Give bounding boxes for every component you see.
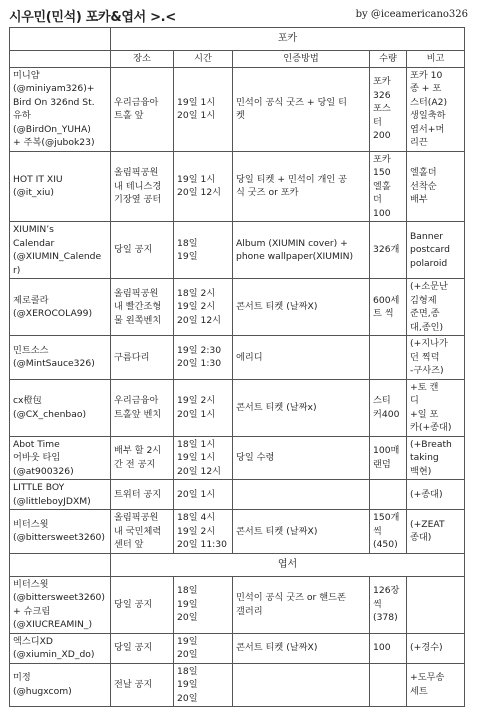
section-label-postcard: 엽서 [111,553,465,576]
column-header: 비고 [407,51,465,68]
table-cell-place: 배부 할 2시 간 전 공지 [111,436,174,480]
table-cell-time: 19일 20일 [174,633,233,663]
table-row [10,480,465,510]
table-cell-method [233,663,370,707]
table-cell-qty: 포카 150 엘홀 더 100 [370,151,407,222]
table-cell-place: 구름다리 [111,336,174,380]
table-cell-time: 19일 2시 20일 1시 [174,379,233,436]
blank-cell [10,28,111,51]
table-cell-method: 콘서트 티켓 (날짜X) [233,510,370,554]
table-cell-qty [370,480,407,510]
table-cell-name: Abot Time 어바웃 타임 (@at900326) [10,436,111,480]
table-cell-note: (+지나가 던 찍덕 -구사즈) [407,336,465,380]
table-cell-name: LITTLE BOY (@littleboyJDXM) [10,480,111,510]
section-row-postcard [10,553,465,576]
table-cell-place: 당일 공지 [111,576,174,633]
table-cell-qty: 스티 커400 [370,379,407,436]
table-cell-time: 18일 1시 19일 1시 20일 12시 [174,436,233,480]
table-cell-place: 올림픽공원 내 빨간조형 물 왼쪽벤치 [111,279,174,336]
table-cell-method: 콘서트 티켓 (날짜X) [233,633,370,663]
table-cell-note [407,576,465,633]
column-header: 장소 [111,51,174,68]
table-cell-note: 포카 10 종 + 포 스터(A2) 생일축하 엽서+머 리끈 [407,67,465,151]
table-cell-name: 민트소스 (@MintSauce326) [10,336,111,380]
table-cell-note: (+종대) [407,480,465,510]
table-cell-place: 당일 공지 [111,222,174,279]
table-cell-qty: 150개 씩 (450) [370,510,407,554]
author-byline: by @iceamericano326 [355,9,468,20]
table-cell-qty: 100매 랜덤 [370,436,407,480]
table-cell-qty: 포카 326 포스 터 200 [370,67,407,151]
table-cell-name: 미니얌 (@miniyam326)+ Bird On 326nd St. 유하 (@BirdOn_YUHA) + 주복(@jubok23) [10,67,111,151]
table-cell-place: 당일 공지 [111,633,174,663]
section-row-photocard [10,28,465,51]
column-header: 인증방법 [233,51,370,68]
table-cell-name: cx橙包 (@CX_chenbao) [10,379,111,436]
table-cell-qty [370,336,407,380]
table-cell-time: 19일 1시 20일 1시 [174,67,233,151]
event-table [9,27,465,707]
table-cell-qty: 126장 씩 (378) [370,576,407,633]
table-row [10,279,465,336]
blank-cell [10,553,111,576]
table-cell-time: 18일 4시 19일 2시 20일 11:30 [174,510,233,554]
blank-cell [10,51,111,68]
table-row [10,379,465,436]
table-cell-name: 제로콜라 (@XEROCOLA99) [10,279,111,336]
table-row [10,576,465,633]
table-row [10,510,465,554]
table-cell-method: Album (XIUMIN cover) + phone wallpaper(XIUMIN) [233,222,370,279]
table-cell-note: 엘홀더 선착순 배부 [407,151,465,222]
table-row [10,151,465,222]
table-cell-name: XIUMIN’s Calendar (@XIUMIN_Calender) [10,222,111,279]
page-title: 시우민(민석) 포카&엽서 >.< [9,10,176,25]
table-cell-method: 당일 수령 [233,436,370,480]
table-row [10,633,465,663]
table-cell-method: 민석이 공식 굿즈 + 당일 티 켓 [233,67,370,151]
table-cell-place: 트위터 공지 [111,480,174,510]
table-cell-method: 콘서트 티켓 (날짜x) [233,379,370,436]
table-cell-time: 19일 1시 20일 12시 [174,151,233,222]
table-cell-note: (+소문난 김형제 준면,종 대,종인) [407,279,465,336]
table-cell-name: 비터스윗 (@bittersweet3260) + 슈크림 (@XIUCREAMIN_) [10,576,111,633]
column-header-row [10,51,465,68]
table-cell-name: 비터스윗 (@bittersweet3260) [10,510,111,554]
table-cell-method: 콘서트 티켓 (날짜X) [233,279,370,336]
table-cell-place: 전날 공지 [111,663,174,707]
table-row [10,67,465,151]
table-cell-qty: 100 [370,633,407,663]
table-cell-time: 18일 19일 20일 [174,663,233,707]
table-cell-method: 당일 티켓 + 민석이 개인 공 식 굿즈 or 포카 [233,151,370,222]
table-row [10,436,465,480]
table-row [10,336,465,380]
table-cell-note: (+ZEAT 종대) [407,510,465,554]
column-header: 수량 [370,51,407,68]
table-cell-note: +토 캔 디 +일 포 카(+종대) [407,379,465,436]
table-cell-name: 미정 (@hugxcom) [10,663,111,707]
page-header [0,0,480,24]
table-cell-name: HOT IT XIU (@it_xiu) [10,151,111,222]
section-label-photocard: 포카 [111,28,465,51]
table-cell-note: (+Breath taking 백현) [407,436,465,480]
column-header: 시간 [174,51,233,68]
table-cell-time: 18일 19일 [174,222,233,279]
table-cell-qty: 326개 [370,222,407,279]
table-cell-time: 19일 2:30 20일 1:30 [174,336,233,380]
table-cell-note: +도무송 세트 [407,663,465,707]
table-cell-method: 민석이 공식 굿즈 or 핸드폰 갤러리 [233,576,370,633]
table-cell-method [233,480,370,510]
table-cell-place: 올림픽공원 내 테니스경 기장옆 공터 [111,151,174,222]
table-cell-time: 20일 1시 [174,480,233,510]
table-cell-note: Banner postcard polaroid [407,222,465,279]
table-cell-qty [370,663,407,707]
table-cell-time: 18일 19일 20일 [174,576,233,633]
table-cell-place: 우리금융아 트홀앞 벤치 [111,379,174,436]
table-cell-name: 엑스디XD (@xiumin_XD_do) [10,633,111,663]
table-cell-place: 올림픽공원 내 국민체력 센터 앞 [111,510,174,554]
table-row [10,222,465,279]
table-cell-time: 18일 2시 19일 2시 20일 12시 [174,279,233,336]
table-cell-note: (+경수) [407,633,465,663]
table-row [10,663,465,707]
table-cell-qty: 600세 트 씩 [370,279,407,336]
table-cell-place: 우리금융아 트홀 앞 [111,67,174,151]
table-cell-method: 에리디 [233,336,370,380]
